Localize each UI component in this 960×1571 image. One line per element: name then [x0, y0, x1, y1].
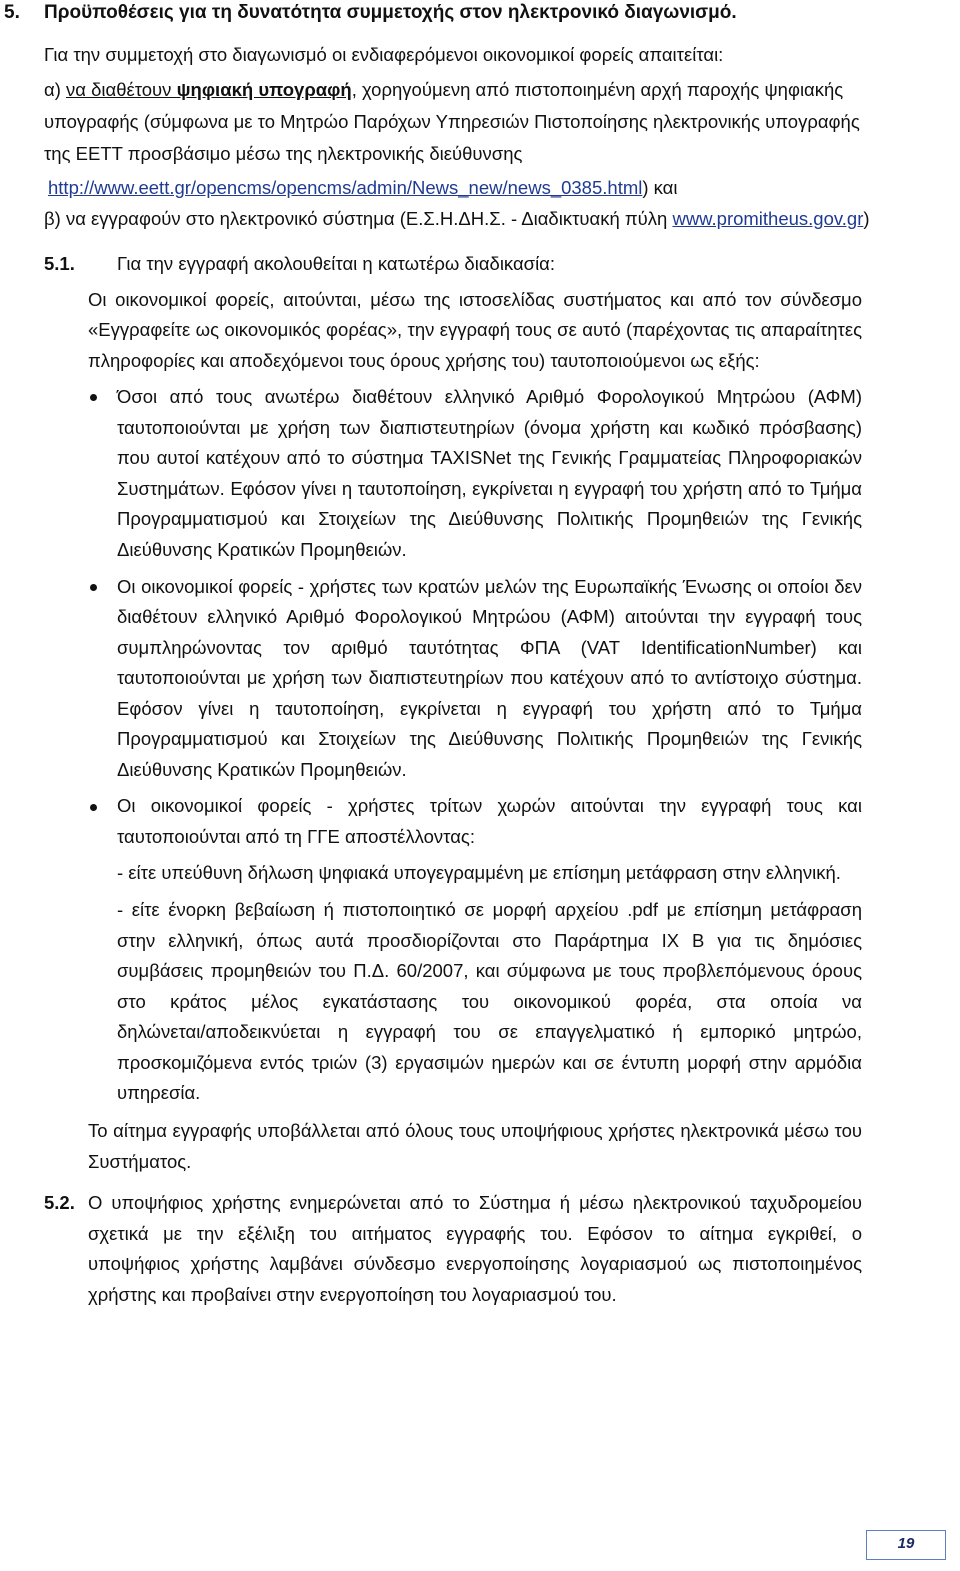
bullet-1-line-4: Συστημάτων. Εφόσον γίνει η ταυτοποίηση, εγκρίνεται η εγγραφή του χρήστη από το Τμήμα	[117, 478, 862, 499]
closing-line-2: Συστήματος.	[88, 1151, 192, 1172]
para-b-text: β) να εγγραφούν στο ηλεκτρονικό σύστημα (Ε.Σ.Η.ΔΗ.Σ. - Διαδικτυακή πύλη	[44, 208, 673, 229]
bullet-2-line-5: Εφόσον γίνει η ταυτοποίηση, εγκρίνεται η εγγραφή του χρήστη από το Τμήμα	[117, 698, 862, 719]
dash-item-2-line-3: συμβάσεις προμηθειών του Π.Δ. 60/2007, και σύμφωνα με τους προβλεπόμενους όρους	[117, 960, 862, 981]
dash-item-2-line-7: υπηρεσία.	[117, 1082, 201, 1103]
eett-link[interactable]: http://www.eett.gr/opencms/opencms/admin/News_new/news_0385.html	[48, 177, 643, 198]
section-number: 5.	[4, 2, 20, 23]
s51-line-2: «Εγγραφείτε ως οικονομικός φορέας», την εγγραφή τους σε αυτό (παρέχοντας τις απαραίτητες	[88, 319, 862, 340]
bullet-2-line-2: διαθέτουν ελληνικό Αριθμό Φορολογικού Μητρώου (ΑΦΜ) αιτούνται την εγγραφή τους	[117, 606, 862, 627]
bullet-3-line-1: Οι οικονομικοί φορείς - χρήστες τρίτων χωρών αιτούνται την εγγραφή τους και	[117, 795, 862, 816]
bullet-2-line-7: Διεύθυνσης Κρατικών Προμηθειών.	[117, 759, 407, 780]
dash-item-2-line-5: δηλώνεται/αποδεικνύεται η εγγραφή του σε επαγγελματικό ή εμπορικό μητρώο,	[117, 1021, 862, 1042]
digital-signature-term: ψηφιακή υπογραφή	[176, 79, 352, 100]
bullet-2-line-1: Οι οικονομικοί φορείς - χρήστες των κρατών μελών της Ευρωπαϊκής Ένωσης οι οποίοι δεν	[117, 576, 862, 597]
s51-line-1: Οι οικονομικοί φορείς, αιτούνται, μέσω της ιστοσελίδας συστήματος και από τον σύνδεσμο	[88, 289, 862, 310]
s51-line-3: πληροφορίες και αποδεχόμενοι τους όρους χρήσης του) ταυτοποιούμενοι ως εξής:	[88, 350, 760, 371]
dash-item-1: - είτε υπεύθυνη δήλωση ψηφιακά υπογεγραμμένη με επίσημη μετάφραση στην ελληνική.	[117, 862, 841, 883]
dash-item-2-line-6: προσκομιζόμενα εντός τριών (3) εργασιμών ημερών και σε έντυπη μορφή στην αρμόδια	[117, 1052, 862, 1073]
para-a-prefix: α)	[44, 79, 66, 100]
para-a-line-2: υπογραφής (σύμφωνα με το Μητρώο Παρόχων Υπηρεσιών Πιστοποίησης ηλεκτρονικής υπογραφής	[44, 111, 860, 132]
para-a-underlined: να διαθέτουν	[66, 79, 177, 100]
promitheus-link[interactable]: www.promitheus.gov.gr	[672, 208, 864, 229]
closing-line-1: Το αίτημα εγγραφής υποβάλλεται από όλους τους υποψήφιους χρήστες ηλεκτρονικά μέσω του	[88, 1120, 862, 1141]
para-a-line-4	[48, 177, 678, 199]
bullet-2-line-4: ταυτοποιούνται με χρήση των διαπιστευτηρίων που κατέχουν από το αντίστοιχο σύστημα.	[117, 667, 862, 688]
bullet-2-line-3: συμπληρώνοντας τον αριθμό ταυτότητας ΦΠΑ (VAT IdentificationNumber) και	[117, 637, 862, 658]
bullet-3-line-2: ταυτοποιούνται από τη ΓΓΕ αποστέλλοντας:	[117, 826, 475, 847]
para-b	[44, 208, 870, 230]
bullet-2-line-6: Προγραμματισμού και Στοιχείων της Διεύθυνσης Πολιτικής Προμηθειών της Γενικής	[117, 728, 862, 749]
dash-item-2-line-1: - είτε ένορκη βεβαίωση ή πιστοποιητικό σε μορφή αρχείου .pdf με επίσημη μετάφραση	[117, 899, 862, 920]
s52-line-1: Ο υποψήφιος χρήστης ενημερώνεται από το Σύστημα ή μέσω ηλεκτρονικού ταχυδρομείου	[88, 1192, 862, 1213]
dash-item-2-line-2: στην ελληνική, όπως αυτά προσδιορίζονται στο Παράρτημα ΙΧ Β για τις δημόσιες	[117, 930, 862, 951]
para-b-suffix: )	[863, 208, 870, 229]
bullet-dot	[90, 804, 97, 811]
para-a-line-3: της ΕΕΤΤ προσβάσιμο μέσω της ηλεκτρονικής διεύθυνσης	[44, 143, 523, 164]
subsection-5-2-number: 5.2.	[44, 1192, 75, 1213]
subsection-5-1-title: Για την εγγραφή ακολουθείται η κατωτέρω διαδικασία:	[117, 253, 556, 274]
para-a-line-1	[44, 79, 843, 101]
bullet-1-line-6: Διεύθυνσης Κρατικών Προμηθειών.	[117, 539, 407, 560]
s52-line-4: χρήστης και προβαίνει στην ενεργοποίηση του λογαριασμού του.	[88, 1284, 617, 1305]
subsection-5-1-number: 5.1.	[44, 253, 75, 274]
section-title: Προϋποθέσεις για τη δυνατότητα συμμετοχής στον ηλεκτρονικό διαγωνισμό.	[44, 2, 737, 23]
page-number: 19	[897, 1535, 915, 1552]
bullet-dot	[90, 394, 97, 401]
bullet-1-line-5: Προγραμματισμού και Στοιχείων της Διεύθυνσης Πολιτικής Προμηθειών της Γενικής	[117, 508, 862, 529]
dash-item-2-line-4: στο κράτος μέλος εγκατάστασης του οικονομικού φορέα, στα οποία να	[117, 991, 862, 1012]
bullet-dot	[90, 584, 97, 591]
s52-line-3: υποψήφιος χρήστης λαμβάνει σύνδεσμο ενεργοποίησης λογαριασμού ως πιστοποιημένος	[88, 1253, 862, 1274]
bullet-1-line-1: Όσοι από τους ανωτέρω διαθέτουν ελληνικό Αριθμό Φορολογικού Μητρώου (ΑΦΜ)	[117, 386, 862, 407]
bullet-1-line-3: που αυτοί κατέχουν από το σύστημα TAXISNet της Γενικής Γραμματείας Πληροφοριακών	[117, 447, 862, 468]
para-a-url-suffix: ) και	[642, 177, 678, 198]
para-a-rest: , χορηγούμενη από πιστοποιημένη αρχή παροχής ψηφιακής	[351, 79, 844, 100]
intro-text: Για την συμμετοχή στο διαγωνισμό οι ενδιαφερόμενοι οικονομικοί φορείς απαιτείται:	[44, 44, 724, 65]
s52-line-2: σχετικά με την εξέλιξη του αιτήματος εγγραφής του. Εφόσον το αίτημα εγκριθεί, ο	[88, 1223, 862, 1244]
bullet-1-line-2: ταυτοποιούνται με χρήση των διαπιστευτηρίων (όνομα χρήστη και κωδικό πρόσβασης)	[117, 417, 862, 438]
